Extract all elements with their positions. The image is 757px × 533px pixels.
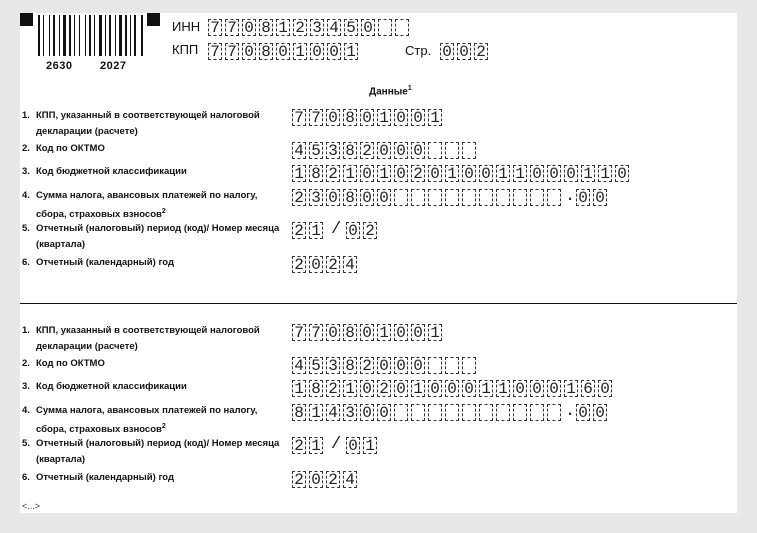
year-field[interactable] [292,256,360,273]
kpp-row-cell[interactable]: 1 [428,109,442,126]
row-label-footnote: 2 [161,423,166,430]
kpp-row-cell[interactable]: 0 [394,324,408,341]
month-number-cell[interactable]: 0 [346,222,360,239]
kbk-cell[interactable]: 1 [377,165,391,182]
tax-amount-cell[interactable]: 8 [343,189,357,206]
oktmo-cell[interactable]: 5 [309,357,323,374]
kpp-row-cell[interactable]: 8 [343,109,357,126]
kbk-cell[interactable]: 1 [343,165,357,182]
inn-cell[interactable]: 1 [276,19,290,36]
tax-amount-cell[interactable] [428,189,442,206]
tax-amount-cents-field[interactable] [576,404,610,421]
oktmo-cell[interactable] [445,357,459,374]
year-cell[interactable]: 2 [326,471,340,488]
kbk-cell[interactable]: 0 [547,165,561,182]
kpp-row-cell[interactable]: 0 [394,109,408,126]
row-number: 4. [22,190,30,201]
kpp-cell[interactable]: 8 [259,43,273,60]
kbk-cell[interactable]: 1 [496,165,510,182]
row-label [36,379,281,395]
kpp-row-cell[interactable]: 0 [411,324,425,341]
oktmo-cell[interactable]: 2 [360,357,374,374]
kbk-cell[interactable]: 0 [530,165,544,182]
row-label [36,221,281,253]
month-number-cell[interactable]: 1 [363,437,377,454]
section-divider [20,303,737,304]
inn-cell[interactable]: 8 [259,19,273,36]
month-number-cell[interactable]: 2 [363,222,377,239]
barcode-number-right: 2027 [100,60,127,72]
row-label-text: Код бюджетной классификации [36,166,187,177]
tax-amount-cents-field[interactable] [576,189,610,206]
tax-amount-cell[interactable]: 0 [360,404,374,421]
tax-amount-cell[interactable] [462,189,476,206]
row-label [36,470,281,486]
kbk-cell[interactable]: 0 [462,380,476,397]
kbk-cell[interactable]: 0 [445,380,459,397]
inn-cell[interactable]: 3 [310,19,324,36]
tax-amount-cell[interactable]: 3 [343,404,357,421]
kpp-cell[interactable]: 7 [208,43,222,60]
page-label: Стр. [405,43,432,58]
tax-amount-cell[interactable]: 0 [377,404,391,421]
tax-amount-cell[interactable]: 0 [326,189,340,206]
row-label [36,403,281,438]
kbk-cell[interactable]: 8 [309,165,323,182]
section-title [369,85,412,97]
row-label-text: Код по ОКТМО [36,143,105,154]
inn-cell[interactable] [378,19,392,36]
kpp-row-cell[interactable]: 7 [309,324,323,341]
year-cell[interactable]: 2 [326,256,340,273]
inn-cell[interactable]: 5 [344,19,358,36]
kbk-cell[interactable]: 1 [445,165,459,182]
period-slash: / [331,220,342,239]
decimal-point: . [565,402,576,421]
month-number-field[interactable] [346,222,380,239]
row-label [36,356,281,372]
tax-amount-cents-cell[interactable]: 0 [593,189,607,206]
inn-cell[interactable]: 0 [361,19,375,36]
kbk-cell[interactable]: 1 [564,380,578,397]
oktmo-cell[interactable]: 8 [343,142,357,159]
kbk-cell[interactable]: 0 [428,380,442,397]
row-label [36,255,281,271]
row-label-text: Отчетный (календарный) год [36,257,174,268]
kpp-row-cell[interactable]: 1 [428,324,442,341]
row-number: 6. [22,257,30,268]
oktmo-field[interactable] [292,357,479,374]
oktmo-cell[interactable]: 0 [411,357,425,374]
row-label-text: Сумма налога, авансовых платежей по налогу, сбора, страховых взносов [36,405,258,436]
kpp-row-field[interactable] [292,109,445,126]
row-number: 6. [22,472,30,483]
row-label-text: Отчетный (налоговый) период (код)/ Номер месяца (квартала) [36,438,280,465]
row-number: 2. [22,143,30,154]
kbk-cell[interactable]: 2 [326,165,340,182]
kpp-row-cell[interactable]: 0 [326,109,340,126]
kpp-row-cell[interactable]: 7 [292,324,306,341]
oktmo-cell[interactable]: 8 [343,357,357,374]
month-number-cell[interactable]: 0 [346,437,360,454]
kpp-cell[interactable]: 0 [276,43,290,60]
kbk-cell[interactable]: 1 [496,380,510,397]
row-number: 1. [22,110,30,121]
kbk-cell[interactable]: 2 [326,380,340,397]
section-title-footnote: 1 [407,85,412,92]
tax-amount-cell[interactable] [513,189,527,206]
row-label [36,108,281,140]
tax-amount-cents-cell[interactable]: 0 [576,189,590,206]
kpp-row-cell[interactable]: 0 [360,324,374,341]
row-number: 1. [22,325,30,336]
oktmo-cell[interactable]: 4 [292,357,306,374]
kbk-cell[interactable]: 8 [309,380,323,397]
inn-cell[interactable]: 7 [208,19,222,36]
kbk-cell[interactable]: 0 [394,380,408,397]
tax-amount-cell[interactable]: 4 [326,404,340,421]
kpp-row-cell[interactable]: 1 [377,109,391,126]
period-code-field[interactable] [292,437,326,454]
page-number-field[interactable] [440,43,491,60]
kbk-cell[interactable]: 0 [598,380,612,397]
tax-amount-cell[interactable] [496,404,510,421]
period-code-field[interactable] [292,222,326,239]
kbk-cell[interactable]: 1 [292,380,306,397]
period-code-cell[interactable]: 2 [292,222,306,239]
kbk-cell[interactable]: 1 [479,380,493,397]
row-number: 5. [22,438,30,449]
tax-amount-cell[interactable] [445,404,459,421]
oktmo-cell[interactable]: 0 [377,142,391,159]
tax-amount-cell[interactable]: 0 [360,189,374,206]
kbk-cell[interactable]: 2 [377,380,391,397]
barcode [20,13,160,80]
kbk-cell[interactable]: 1 [513,165,527,182]
row-number: 2. [22,358,30,369]
kbk-field[interactable] [292,380,615,397]
tax-amount-field[interactable] [292,404,564,421]
tax-amount-cell[interactable] [530,189,544,206]
period-code-cell[interactable]: 2 [292,437,306,454]
kbk-cell[interactable]: 0 [360,165,374,182]
inn-cell[interactable]: 4 [327,19,341,36]
oktmo-cell[interactable] [428,142,442,159]
kpp-cell[interactable]: 0 [242,43,256,60]
row-label [36,323,281,355]
oktmo-cell[interactable]: 3 [326,142,340,159]
kbk-cell[interactable]: 1 [598,165,612,182]
tax-amount-cents-cell[interactable]: 0 [593,404,607,421]
kpp-row-cell[interactable]: 7 [292,109,306,126]
row-label [36,164,281,180]
kbk-cell[interactable]: 0 [428,165,442,182]
kpp-cell[interactable]: 1 [344,43,358,60]
kbk-cell[interactable]: 6 [581,380,595,397]
inn-cell[interactable]: 2 [293,19,307,36]
row-label-text: Отчетный (календарный) год [36,472,174,483]
kbk-cell[interactable]: 0 [615,165,629,182]
oktmo-cell[interactable]: 5 [309,142,323,159]
year-cell[interactable]: 2 [292,471,306,488]
kbk-cell[interactable]: 0 [394,165,408,182]
oktmo-cell[interactable] [428,357,442,374]
period-code-cell[interactable]: 1 [309,222,323,239]
inn-cell[interactable] [395,19,409,36]
row-label-text: Отчетный (налоговый) период (код)/ Номер месяца (квартала) [36,223,280,250]
year-cell[interactable]: 4 [343,471,357,488]
row-number: 3. [22,381,30,392]
oktmo-cell[interactable]: 3 [326,357,340,374]
kpp-row-cell[interactable]: 7 [309,109,323,126]
year-cell[interactable]: 2 [292,256,306,273]
page-cell[interactable]: 0 [440,43,454,60]
kpp-cell[interactable]: 0 [327,43,341,60]
year-cell[interactable]: 4 [343,256,357,273]
tax-amount-cell[interactable] [547,189,561,206]
oktmo-cell[interactable]: 0 [377,357,391,374]
kbk-cell[interactable]: 2 [411,165,425,182]
tax-amount-cell[interactable] [479,189,493,206]
row-label-footnote: 2 [161,208,166,215]
kpp-cell[interactable]: 1 [293,43,307,60]
tax-amount-cents-cell[interactable]: 0 [576,404,590,421]
kpp-field[interactable] [208,43,361,60]
tax-amount-cell[interactable] [547,404,561,421]
year-cell[interactable]: 0 [309,471,323,488]
page-cell[interactable]: 2 [474,43,488,60]
tax-amount-cell[interactable] [428,404,442,421]
barcode-number-left: 2630 [46,60,73,72]
section-title-text: Данные [369,86,408,98]
tax-amount-cell[interactable] [445,189,459,206]
tax-amount-cell[interactable] [479,404,493,421]
tax-amount-cell[interactable]: 0 [377,189,391,206]
tax-amount-cell[interactable] [394,404,408,421]
oktmo-cell[interactable] [462,357,476,374]
tax-amount-cell[interactable] [411,189,425,206]
oktmo-cell[interactable]: 0 [394,357,408,374]
inn-cell[interactable]: 7 [225,19,239,36]
month-number-field[interactable] [346,437,380,454]
oktmo-field[interactable] [292,142,479,159]
kbk-cell[interactable]: 1 [581,165,595,182]
kbk-cell[interactable]: 0 [513,380,527,397]
tax-amount-cell[interactable]: 8 [292,404,306,421]
oktmo-cell[interactable]: 4 [292,142,306,159]
barcode-icon [20,13,160,75]
period-slash: / [331,435,342,454]
period-code-cell[interactable]: 1 [309,437,323,454]
tax-amount-cell[interactable] [394,189,408,206]
kbk-cell[interactable]: 0 [479,165,493,182]
kbk-cell[interactable]: 1 [411,380,425,397]
kpp-label: КПП [172,42,199,57]
kbk-cell[interactable]: 0 [547,380,561,397]
kpp-cell[interactable]: 7 [225,43,239,60]
kpp-row-field[interactable] [292,324,445,341]
kbk-cell[interactable]: 0 [462,165,476,182]
row-number: 3. [22,166,30,177]
tax-amount-cell[interactable] [496,189,510,206]
tax-amount-cell[interactable] [411,404,425,421]
kpp-row-cell[interactable]: 1 [377,324,391,341]
oktmo-cell[interactable]: 2 [360,142,374,159]
kpp-row-cell[interactable]: 8 [343,324,357,341]
kbk-cell[interactable]: 0 [564,165,578,182]
row-label-text: Код бюджетной классификации [36,381,187,392]
inn-label: ИНН [172,19,201,34]
tax-amount-field[interactable] [292,189,564,206]
oktmo-cell[interactable] [445,142,459,159]
tax-amount-cell[interactable]: 2 [292,189,306,206]
row-label-text: КПП, указанный в соответствующей налоговой декларации (расчете) [36,325,260,352]
oktmo-cell[interactable]: 0 [411,142,425,159]
kbk-field[interactable] [292,165,632,182]
year-field[interactable] [292,471,360,488]
decimal-point: . [565,187,576,206]
row-number: 5. [22,223,30,234]
row-label-text: КПП, указанный в соответствующей налоговой декларации (расчете) [36,110,260,137]
tax-amount-cell[interactable]: 3 [309,189,323,206]
oktmo-cell[interactable]: 0 [394,142,408,159]
kpp-row-cell[interactable]: 0 [411,109,425,126]
oktmo-cell[interactable] [462,142,476,159]
kbk-cell[interactable]: 1 [343,380,357,397]
kpp-row-cell[interactable]: 0 [360,109,374,126]
continuation-mark: <...> [22,501,41,511]
row-label-text: Код по ОКТМО [36,358,105,369]
row-label [36,141,281,157]
inn-cell[interactable]: 0 [242,19,256,36]
kbk-cell[interactable]: 1 [292,165,306,182]
kpp-cell[interactable]: 0 [310,43,324,60]
tax-amount-cell[interactable] [462,404,476,421]
row-label [36,436,281,468]
tax-amount-cell[interactable]: 1 [309,404,323,421]
row-label-text: Сумма налога, авансовых платежей по налогу, сбора, страховых взносов [36,190,258,221]
form-sheet [20,13,737,513]
row-number: 4. [22,405,30,416]
tax-amount-cell[interactable] [513,404,527,421]
row-label [36,188,281,223]
year-cell[interactable]: 0 [309,256,323,273]
kbk-cell[interactable]: 0 [530,380,544,397]
kbk-cell[interactable]: 0 [360,380,374,397]
page-cell[interactable]: 0 [457,43,471,60]
kpp-row-cell[interactable]: 0 [326,324,340,341]
inn-field[interactable] [208,19,412,36]
tax-amount-cell[interactable] [530,404,544,421]
